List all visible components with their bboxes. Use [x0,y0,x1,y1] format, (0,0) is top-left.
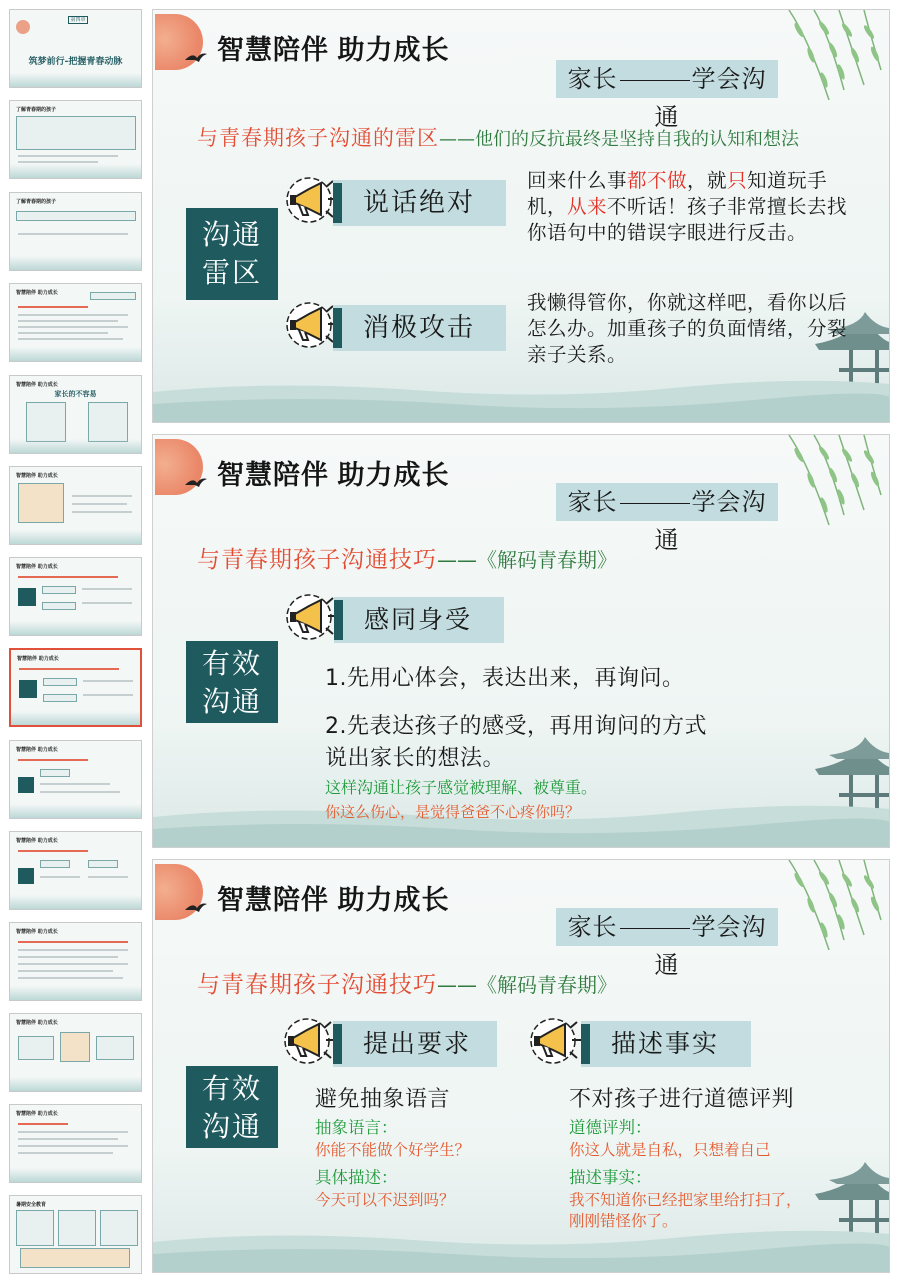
wave-decoration [153,362,890,422]
thumbnail-title: 智慧陪伴 助力成长 [17,656,59,662]
right-example-2-line-1: 我不知道你已经把家里给打扫了， [569,1191,802,1209]
parent-communication-banner: 家长 学会沟通 [556,483,778,521]
left-green-label-2: 具体描述： [315,1168,398,1187]
bird-icon [183,50,209,66]
megaphone-icon [281,175,339,225]
parent-communication-banner: 家长 学会沟通 [556,908,778,946]
tip-point-1: 1.先用心体会，表达出来，再询问。 [325,666,685,691]
tip-label-describe-facts: 描述事实 [581,1021,751,1067]
slide-communication-empathy [152,434,890,848]
right-example-1: 你这人就是自私，只想着自己 [569,1141,771,1159]
wave-decoration [153,1212,890,1272]
slide-thumbnail-9[interactable] [9,740,142,819]
left-example-1: 你能不能做个好学生？ [315,1141,471,1159]
slide-thumbnail-12[interactable] [9,1013,142,1092]
green-note: 这样沟通让孩子感觉被理解、被尊重。 [325,778,598,797]
example-quote: 你这么伤心，是觉得爸爸不心疼你吗？ [325,803,581,821]
thumbnail-title: 了解青春期的孩子 [16,199,57,205]
trap-label-absolute-talk: 说话绝对 [333,180,506,226]
megaphone-icon [281,300,339,350]
thumbnail-title: 智慧陪伴 助力成长 [16,1111,58,1117]
tip-point-2-line-1: 2.先表达孩子的感受，再用询问的方式 [325,714,707,739]
thumbnail-heading: 家长的不容易 [54,390,97,398]
thumbnail-title: 智慧陪伴 助力成长 [16,290,58,296]
slide-subtitle: 与青春期孩子沟通的雷区——他们的反抗最终是坚持自我的认知和想法 [197,126,799,150]
tip-label-empathy: 感同身受 [334,597,504,643]
slide-thumbnail-8[interactable] [9,648,142,727]
right-green-label-1: 道德评判： [569,1118,652,1137]
trap-label-passive-aggression: 消极攻击 [333,305,506,351]
sun-icon [16,20,30,34]
slide-thumbnail-5[interactable] [9,375,142,454]
slide-thumbnail-panel [0,0,146,1286]
slide-thumbnail-7[interactable] [9,557,142,636]
willow-decoration [769,860,889,950]
slide-thumbnail-3[interactable] [9,192,142,271]
chapter-tag: 第四章 [68,16,88,24]
slide-thumbnail-14[interactable] [9,1195,142,1274]
thumbnail-title: 智慧陪伴 助力成长 [16,929,58,935]
slide-thumbnail-11[interactable] [9,922,142,1001]
slide-subtitle: 与青春期孩子沟通技巧——《解码青春期》 [197,972,617,998]
willow-decoration [769,435,889,525]
slide-communication-requests [152,859,890,1273]
slide-thumbnail-6[interactable] [9,466,142,545]
tip-point-2-line-2: 说出家长的想法。 [325,746,506,771]
megaphone-icon [525,1016,583,1066]
right-example-2-line-2: 刚刚错怪你了。 [569,1212,678,1230]
thumbnail-title: 筑梦前行-把握青春动脉 [28,57,123,67]
effective-communication-badge: 有效 沟通 [186,641,278,723]
thumbnail-title: 智慧陪伴 助力成长 [16,473,58,479]
slide-title: 智慧陪伴 助力成长 [217,885,450,915]
slide-subtitle: 与青春期孩子沟通技巧——《解码青春期》 [197,547,617,573]
trap-description-passive-aggression: 我懒得管你，你就这样吧，看你以后怎么办。加重孩子的负面情绪，分裂亲子关系。 [527,291,848,366]
left-column-heading: 避免抽象语言 [315,1087,451,1112]
bird-icon [183,900,209,916]
communication-trap-badge: 沟通 雷区 [186,208,278,300]
left-green-label-1: 抽象语言： [315,1118,398,1137]
thumbnail-title: 智慧陪伴 助力成长 [16,747,58,753]
thumbnail-title: 智慧陪伴 助力成长 [16,838,58,844]
slide-communication-traps [152,9,890,423]
willow-decoration [769,10,889,100]
trap-description-absolute-talk: 回来什么事都不做，就只知道玩手机，从来不听话！孩子非常擅长去找你语句中的错误字眼进行反击。 [527,169,848,244]
parent-communication-banner: 家长 学会沟通 [556,60,778,98]
megaphone-icon [281,592,339,642]
slide-title: 智慧陪伴 助力成长 [217,460,450,490]
right-column-heading: 不对孩子进行道德评判 [569,1087,795,1112]
slide-thumbnail-13[interactable] [9,1104,142,1183]
thumbnail-title: 智慧陪伴 助力成长 [16,1020,58,1026]
left-example-2: 今天可以不迟到吗？ [315,1191,455,1209]
thumbnail-title: 了解青春期的孩子 [16,107,57,113]
slide-thumbnail-10[interactable] [9,831,142,910]
effective-communication-badge: 有效 沟通 [186,1066,278,1148]
thumbnail-title: 智慧陪伴 助力成长 [16,382,58,388]
slide-thumbnail-2[interactable] [9,100,142,179]
megaphone-icon [279,1016,337,1066]
bird-icon [183,475,209,491]
slide-thumbnail-4[interactable] [9,283,142,362]
slide-thumbnail-1[interactable] [9,9,142,88]
tip-label-make-requests: 提出要求 [333,1021,497,1067]
thumbnail-title: 智慧陪伴 助力成长 [16,564,58,570]
thumbnail-title: 暑期安全教育 [16,1202,47,1208]
slide-title: 智慧陪伴 助力成长 [217,35,450,65]
right-green-label-2: 描述事实： [569,1168,652,1187]
